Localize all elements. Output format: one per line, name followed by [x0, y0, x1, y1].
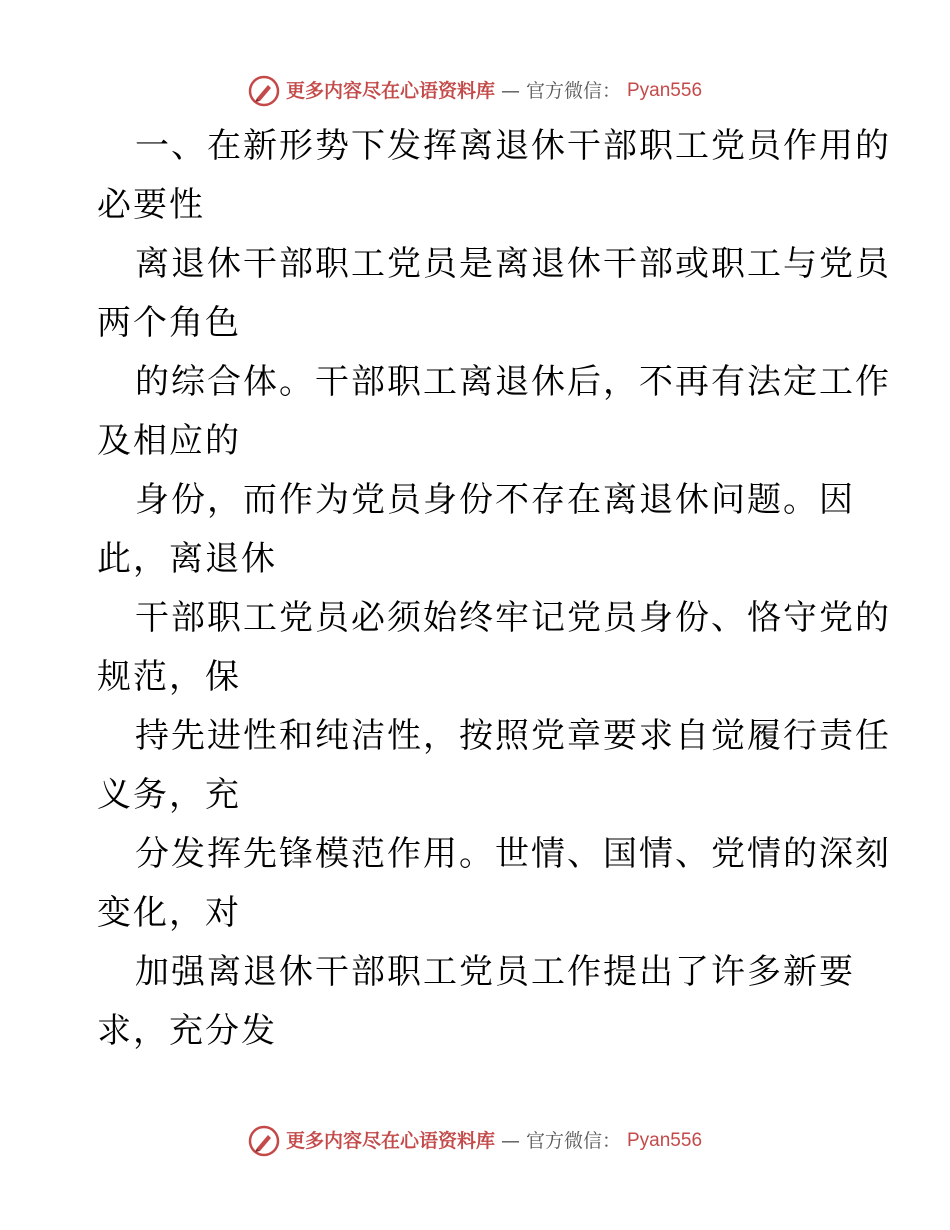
- page-footer: [0, 1125, 950, 1166]
- paragraph-line: 身份，而作为党员身份不存在离退休问题。因: [135, 480, 855, 520]
- section-heading-line-1: 一、在新形势下发挥离退休干部职工党员作用的: [135, 126, 891, 166]
- paragraph-line: 加强离退休干部职工党员工作提出了许多新要: [135, 952, 855, 992]
- footer-banner: [248, 1125, 702, 1157]
- paragraph-line: 的综合体。干部职工离退休后，不再有法定工作: [135, 362, 891, 402]
- footer-banner-separator: —: [500, 1130, 520, 1152]
- section-heading-line-2: 必要性: [97, 185, 205, 225]
- paragraph-line: 变化，对: [97, 893, 241, 933]
- paragraph-line: 两个角色: [97, 303, 241, 343]
- footer-banner-wechat-label: 官方微信：: [525, 1130, 621, 1152]
- footer-banner-title: 更多内容尽在心语资料库: [285, 1130, 495, 1152]
- paragraph-line: 求，充分发: [97, 1011, 277, 1051]
- header-banner-wechat-label: 官方微信：: [525, 80, 621, 102]
- paragraph-line: 此，离退休: [97, 539, 277, 579]
- header-banner-wechat-id: Pyan556: [627, 80, 703, 101]
- header-banner-separator: —: [500, 80, 520, 102]
- paragraph-line: 规范，保: [97, 657, 241, 697]
- page-header: [0, 75, 950, 116]
- footer-banner-wechat-id: Pyan556: [627, 1130, 703, 1151]
- pen-logo-icon: [248, 75, 280, 107]
- paragraph-line: 持先进性和纯洁性，按照党章要求自觉履行责任: [135, 716, 891, 756]
- pen-logo-icon: [248, 1125, 280, 1157]
- paragraph-line: 离退休干部职工党员是离退休干部或职工与党员: [135, 244, 891, 284]
- header-banner: [248, 75, 702, 107]
- paragraph-line: 干部职工党员必须始终牢记党员身份、恪守党的: [135, 598, 891, 638]
- header-banner-title: 更多内容尽在心语资料库: [285, 80, 495, 102]
- paragraph-line: 及相应的: [97, 421, 241, 461]
- paragraph-line: 分发挥先锋模范作用。世情、国情、党情的深刻: [135, 834, 891, 874]
- paragraph-line: 义务，充: [97, 775, 241, 815]
